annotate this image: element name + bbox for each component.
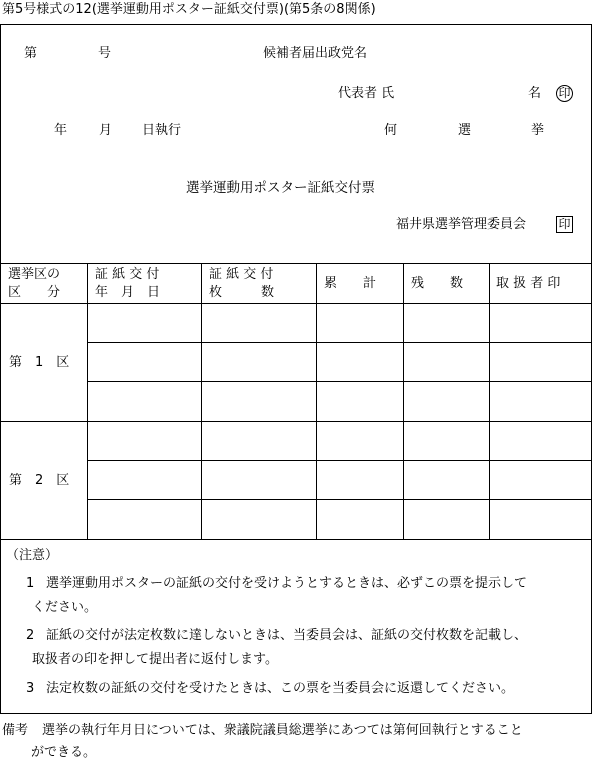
- header-cumulative: 累 計: [324, 276, 377, 291]
- representative-label: 代表者 氏: [338, 86, 395, 101]
- committee-name: 福井県選挙管理委員会: [396, 217, 527, 232]
- header-remaining: 残 数: [411, 276, 464, 291]
- seal-mark-square: 印: [556, 216, 573, 233]
- note-3-number: 3: [26, 681, 35, 696]
- note-2-continuation: 取扱者の印を押して提出者に返付します。: [32, 652, 278, 667]
- note-1-continuation: ください。: [32, 600, 98, 615]
- execution-day-label: 日執行: [142, 123, 182, 138]
- table-bottom-border: [0, 539, 592, 540]
- header-count-line2: 枚 数: [209, 285, 275, 300]
- district-separator: [0, 421, 592, 422]
- header-count-line1: 証 紙 交 付: [209, 267, 274, 282]
- note-3-text: 法定枚数の証紙の交付を受けたときは、この票を当委員会に返還してください。: [46, 681, 515, 696]
- election-kyo: 挙: [531, 123, 545, 138]
- seal-mark-circle: 印: [556, 85, 573, 102]
- district-1-label: 第 1 区: [9, 355, 70, 370]
- notes-title: （注意）: [6, 548, 59, 563]
- form-header-title: 第5号様式の12(選挙運動用ポスター証紙交付票)(第5条の8関係): [2, 2, 376, 17]
- party-name-label: 候補者届出政党名: [263, 46, 368, 61]
- election-sen: 選: [458, 123, 472, 138]
- header-date-line1: 証 紙 交 付: [95, 267, 160, 282]
- header-handler-seal: 取 扱 者 印: [496, 276, 561, 291]
- note-2-text: 証紙の交付が法定枚数に達しないときは、当委員会は、証紙の交付枚数を記載し、: [46, 628, 528, 643]
- note-1-number: 1: [26, 576, 35, 591]
- note-2-number: 2: [26, 628, 35, 643]
- remarks-label: 備考: [2, 723, 29, 738]
- remarks-text: 選挙の執行年月日については、衆議院議員総選挙にあつては第何回執行とすること: [42, 723, 523, 738]
- election-nan: 何: [384, 123, 398, 138]
- form-title: 選挙運動用ポスター証紙交付票: [186, 180, 375, 196]
- district-2-label: 第 2 区: [9, 473, 70, 488]
- remarks-continuation: ができる。: [31, 745, 97, 760]
- table-header-bottom: [0, 303, 592, 304]
- year-label: 年: [54, 123, 68, 138]
- header-date-line2: 年 月 日: [95, 285, 161, 300]
- month-label: 月: [99, 123, 113, 138]
- header-district-line2: 区 分: [8, 285, 61, 300]
- table-top-border: [0, 263, 592, 264]
- number-suffix: 号: [98, 46, 112, 61]
- name-suffix: 名: [528, 86, 542, 101]
- header-district-line1: 選挙区の: [8, 267, 61, 282]
- note-1-text: 選挙運動用ポスターの証紙の交付を受けようとするときは、必ずこの票を提示して: [46, 576, 528, 591]
- number-prefix: 第: [24, 46, 38, 61]
